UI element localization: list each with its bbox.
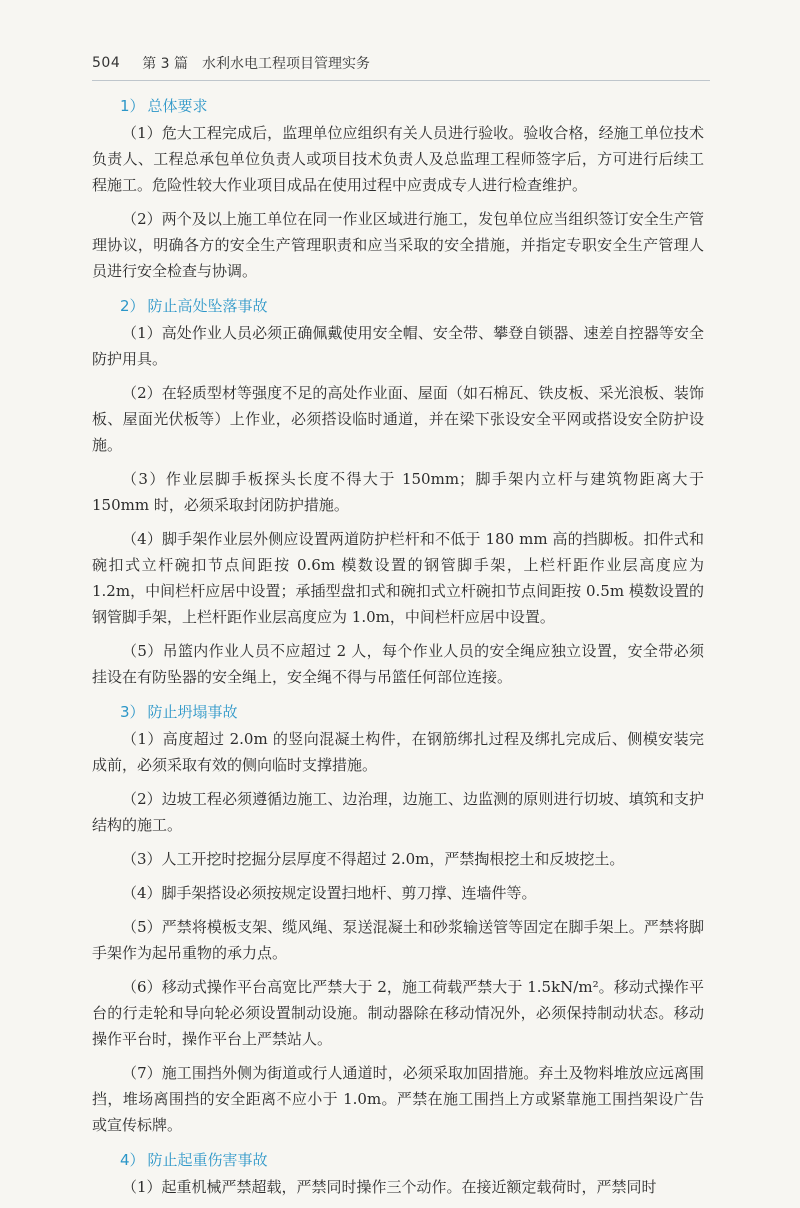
body-paragraph: （3）人工开挖时挖掘分层厚度不得超过 2.0m，严禁掏根挖土和反坡挖土。 [122,850,625,868]
body-paragraph: （2）边坡工程必须遵循边施工、边治理，边施工、边监测的原则进行切坡、填筑和支护结构的施工。 [92,790,704,834]
section-title: 防止起重伤害事故 [147,1151,268,1169]
section-number: 4） [120,1151,145,1169]
body-paragraph: （5）吊篮内作业人员不应超过 2 人，每个作业人员的安全绳应独立设置，安全带必须挂设在有防坠器的安全绳上，安全绳不得与吊篮任何部位连接。 [92,642,704,686]
section-title: 总体要求 [147,97,208,115]
section-title: 防止高处坠落事故 [147,297,268,315]
section-heading [92,292,704,320]
section-heading [92,92,704,120]
body-paragraph: （7）施工围挡外侧为街道或行人通道时，必须采取加固措施。弃土及物料堆放应远离围挡，堆场离围挡的安全距离不应小于 1.0m。严禁在施工围挡上方或紧靠施工围挡架设广告或宣传标牌。 [92,1064,704,1134]
section-heading [92,1146,704,1174]
body-paragraph: （2）在轻质型材等强度不足的高处作业面、屋面（如石棉瓦、铁皮板、采光浪板、装饰板、屋面光伏板等）上作业，必须搭设临时通道，并在梁下张设安全平网或搭设安全防护设施。 [92,384,704,454]
body-paragraph: （6）移动式操作平台高宽比严禁大于 2，施工荷载严禁大于 1.5kN/m²。移动式操作平台的行走轮和导向轮必须设置制动设施。制动器除在移动情况外，必须保持制动状态。移动操作平台时，操作平台上严禁站人。 [92,978,704,1048]
section-number: 2） [120,297,145,315]
body-paragraph: （1）高处作业人员必须正确佩戴使用安全帽、安全带、攀登自锁器、速差自控器等安全防护用具。 [92,324,704,368]
book-title: 水利水电工程项目管理实务 [202,56,371,72]
body-paragraph: （1）高度超过 2.0m 的竖向混凝土构件，在钢筋绑扎过程及绑扎完成后、侧模安装完成前，必须采取有效的侧向临时支撑措施。 [92,730,704,774]
section-heading [92,698,704,726]
part-label: 第 3 篇 [142,56,189,72]
body-paragraph: （1）起重机械严禁超载，严禁同时操作三个动作。在接近额定载荷时，严禁同时 [122,1178,657,1196]
page-body [92,88,704,1208]
body-paragraph: （3）作业层脚手板探头长度不得大于 150mm；脚手架内立杆与建筑物距离大于 150mm 时，必须采取封闭防护措施。 [92,470,704,514]
body-paragraph: （4）脚手架作业层外侧应设置两道防护栏杆和不低于 180 mm 高的挡脚板。扣件式和碗扣式立杆碗扣节点间距按 0.6m 模数设置的钢管脚手架，上栏杆距作业层高度应为 1.2m，中间栏杆应居中设置；承插型盘扣式和碗扣式立杆碗扣节点间距按 0.5m 模数设置的钢管脚手架，上栏杆距作业层高度应为 1.0m，中间栏杆应居中设置。 [92,530,704,626]
body-paragraph: （4）脚手架搭设必须按规定设置扫地杆、剪刀撑、连墙件等。 [122,884,537,902]
section-number: 3） [120,703,145,721]
body-paragraph: （2）两个及以上施工单位在同一作业区域进行施工，发包单位应当组织签订安全生产管理协议，明确各方的安全生产管理职责和应当采取的安全措施，并指定专职安全生产管理人员进行安全检查与协调。 [92,210,704,280]
section-number: 1） [120,97,145,115]
body-paragraph: （5）严禁将模板支架、缆风绳、泵送混凝土和砂浆输送管等固定在脚手架上。严禁将脚手架作为起吊重物的承力点。 [92,918,704,962]
page-header [92,46,710,81]
page-number: 504 [92,55,121,71]
body-paragraph: （1）危大工程完成后，监理单位应组织有关人员进行验收。验收合格，经施工单位技术负责人、工程总承包单位负责人或项目技术负责人及总监理工程师签字后，方可进行后续工程施工。危险性较大作业项目成品在使用过程中应责成专人进行检查维护。 [92,124,704,194]
section-title: 防止坍塌事故 [147,703,238,721]
